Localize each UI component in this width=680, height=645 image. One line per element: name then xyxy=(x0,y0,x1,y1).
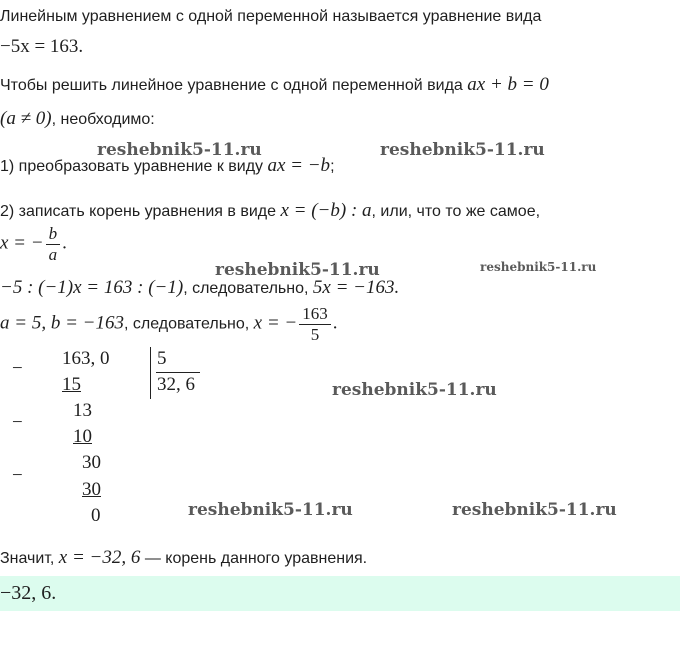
division-dividend: 163, 0 xyxy=(62,348,110,369)
definition-equation: −5x = 163. xyxy=(0,36,84,57)
solution-line1-result: 5x = −163. xyxy=(312,277,400,298)
division-rem2: 30 xyxy=(82,452,101,473)
solution-line1-text: , следовательно, xyxy=(183,280,309,297)
step2-frac-den: a xyxy=(48,245,58,264)
division-rem1: 13 xyxy=(73,400,92,421)
watermark: reshebnik5-11.ru xyxy=(380,140,545,160)
solution-line1 xyxy=(0,277,399,299)
method-form: ax + b = 0 xyxy=(467,74,549,95)
solution-fraction xyxy=(299,304,331,345)
solution-line2-math: a = 5, b = −163 xyxy=(0,312,124,334)
step1-math: ax = −b xyxy=(267,155,331,176)
solution-frac-den: 5 xyxy=(310,325,320,344)
method-suffix: , необходимо: xyxy=(51,111,155,128)
division-quotient: 32, 6 xyxy=(157,374,195,395)
answer-box xyxy=(0,576,680,611)
division-minus-3: − xyxy=(12,465,23,486)
watermark: reshebnik5-11.ru xyxy=(188,500,353,520)
division-quotient-line xyxy=(156,372,200,373)
division-minus-2: − xyxy=(12,412,23,433)
conclusion-line xyxy=(0,547,367,569)
division-minus-1: − xyxy=(12,358,23,379)
step2-end: , или, что то же самое, xyxy=(371,203,541,220)
division-sub3: 30 xyxy=(82,479,101,500)
solution-frac-end: . xyxy=(332,312,338,334)
step2-frac-lhs: x = − xyxy=(0,232,44,254)
definition-text: Линейным уравнением с одной переменной называется уравнение вида xyxy=(0,8,542,25)
watermark: reshebnik5-11.ru xyxy=(215,260,380,280)
division-bar xyxy=(150,347,151,399)
step2-frac-end: . xyxy=(62,232,67,254)
division-sub2: 10 xyxy=(73,426,92,447)
solution-line2-text: , следовательно, xyxy=(123,315,250,333)
division-divisor: 5 xyxy=(157,348,167,369)
division-sub1: 15 xyxy=(62,374,81,395)
step2-fraction xyxy=(46,224,61,265)
solution-line2 xyxy=(0,304,338,345)
solution-line1-math: −5 : (−1)x = 163 : (−1) xyxy=(0,277,184,298)
step1-end: ; xyxy=(330,158,335,175)
step2-frac-num: b xyxy=(46,224,61,245)
step2-text: 2) записать корень уравнения в виде xyxy=(0,203,277,220)
method-line xyxy=(0,74,549,96)
watermark: reshebnik5-11.ru xyxy=(97,140,262,160)
conclusion-math: x = −32, 6 xyxy=(58,547,141,568)
conclusion-text: — корень данного уравнения. xyxy=(144,550,368,567)
step2-line xyxy=(0,200,540,222)
method-condition-line xyxy=(0,108,155,130)
conclusion-prefix: Значит, xyxy=(0,550,55,567)
watermark: reshebnik5-11.ru xyxy=(452,500,617,520)
step1-line xyxy=(0,155,335,177)
watermark: reshebnik5-11.ru xyxy=(480,260,597,274)
answer-value: −32, 6. xyxy=(0,582,57,604)
step2-math: x = (−b) : a xyxy=(280,200,372,221)
method-text: Чтобы решить линейное уравнение с одной переменной вида xyxy=(0,77,463,94)
watermark: reshebnik5-11.ru xyxy=(332,380,497,400)
division-rem3: 0 xyxy=(91,505,101,526)
solution-frac-num: 163 xyxy=(299,304,331,325)
step1-text: 1) преобразовать уравнение к виду xyxy=(0,158,264,175)
solution-line2-lhs: x = − xyxy=(253,312,298,334)
step2-fraction-line xyxy=(0,224,67,265)
method-condition: (a ≠ 0) xyxy=(0,108,52,129)
